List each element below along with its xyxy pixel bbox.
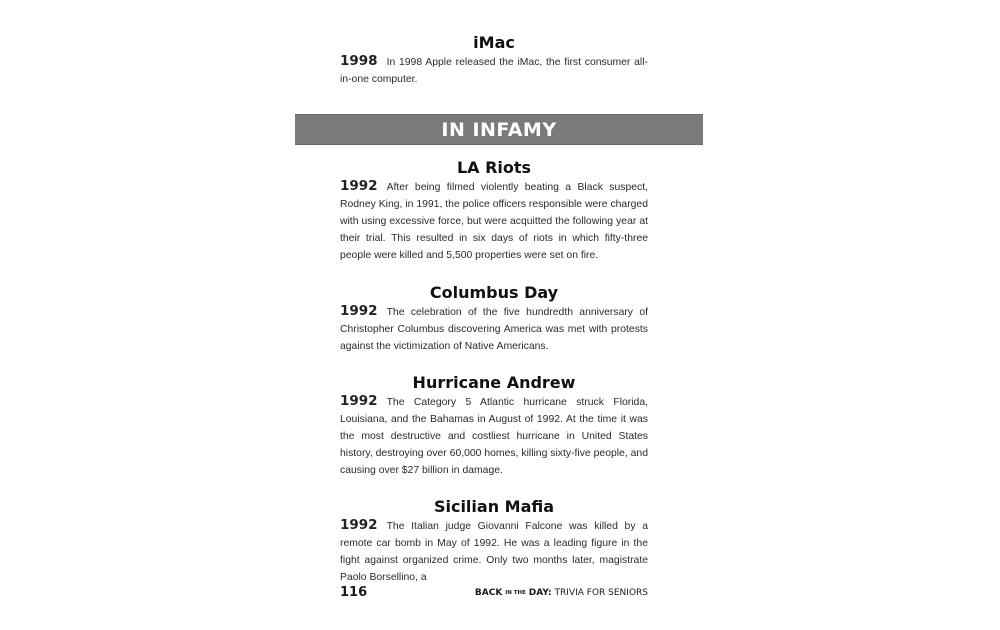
entry-title-la-riots: LA Riots — [456, 158, 532, 177]
entry-title-imac: iMac — [473, 33, 515, 52]
entry-year: 1992 — [340, 303, 378, 319]
entry-text: The Italian judge Giovanni Falcone was killed by a remote car bomb in May of 1992. He was a leading figure in the fight against organized crime. Only two months later, magistrate Paolo Borsellino, a — [340, 521, 648, 583]
running-head-back: BACK — [474, 588, 503, 598]
entry-title-columbus-day: Columbus Day — [429, 283, 559, 302]
entry-text: The Category 5 Atlantic hurricane struck Florida, Louisiana, and the Bahamas in August of 1992. At the time it was the most destructive and costliest hurricane in United States history, destroying over 60,000 homes, killing sixty-five people, and causing over $27 billion in damage. — [340, 397, 648, 476]
entry-text: In 1998 Apple released the iMac, the first consumer all-in-one computer. — [340, 57, 648, 85]
entry-body-imac — [340, 53, 648, 88]
page-number: 116 — [340, 585, 368, 600]
entry-title-hurricane-andrew: Hurricane Andrew — [412, 373, 576, 392]
entry-text: After being filmed violently beating a Black suspect, Rodney King, in 1991, the police officers responsible were charged with using excessive force, but were acquitted the following year at their trial. This resulted in six days of riots in which fifty-three people were killed and 5,500 properties were set on fire. — [340, 182, 648, 261]
entry-year: 1992 — [340, 178, 378, 194]
entry-year: 1992 — [340, 393, 378, 409]
running-head — [475, 588, 648, 598]
running-head-day: DAY: — [528, 588, 552, 598]
entry-body-columbus-day — [340, 303, 648, 355]
entry-body-la-riots — [340, 178, 648, 264]
entry-year: 1998 — [340, 53, 378, 69]
running-head-subtitle: TRIVIA FOR SENIORS — [554, 588, 648, 598]
section-heading: IN INFAMY — [441, 118, 557, 141]
entry-title-sicilian-mafia: Sicilian Mafia — [433, 497, 555, 516]
entry-body-sicilian-mafia — [340, 517, 648, 583]
entry-text: The celebration of the five hundredth anniversary of Christopher Columbus discovering America was met with protests against the victimization of Native Americans. — [340, 307, 648, 352]
entry-body-hurricane-andrew — [340, 393, 648, 479]
entry-year: 1992 — [340, 517, 378, 533]
running-head-in-the: IN THE — [505, 590, 526, 596]
section-banner — [295, 114, 703, 145]
